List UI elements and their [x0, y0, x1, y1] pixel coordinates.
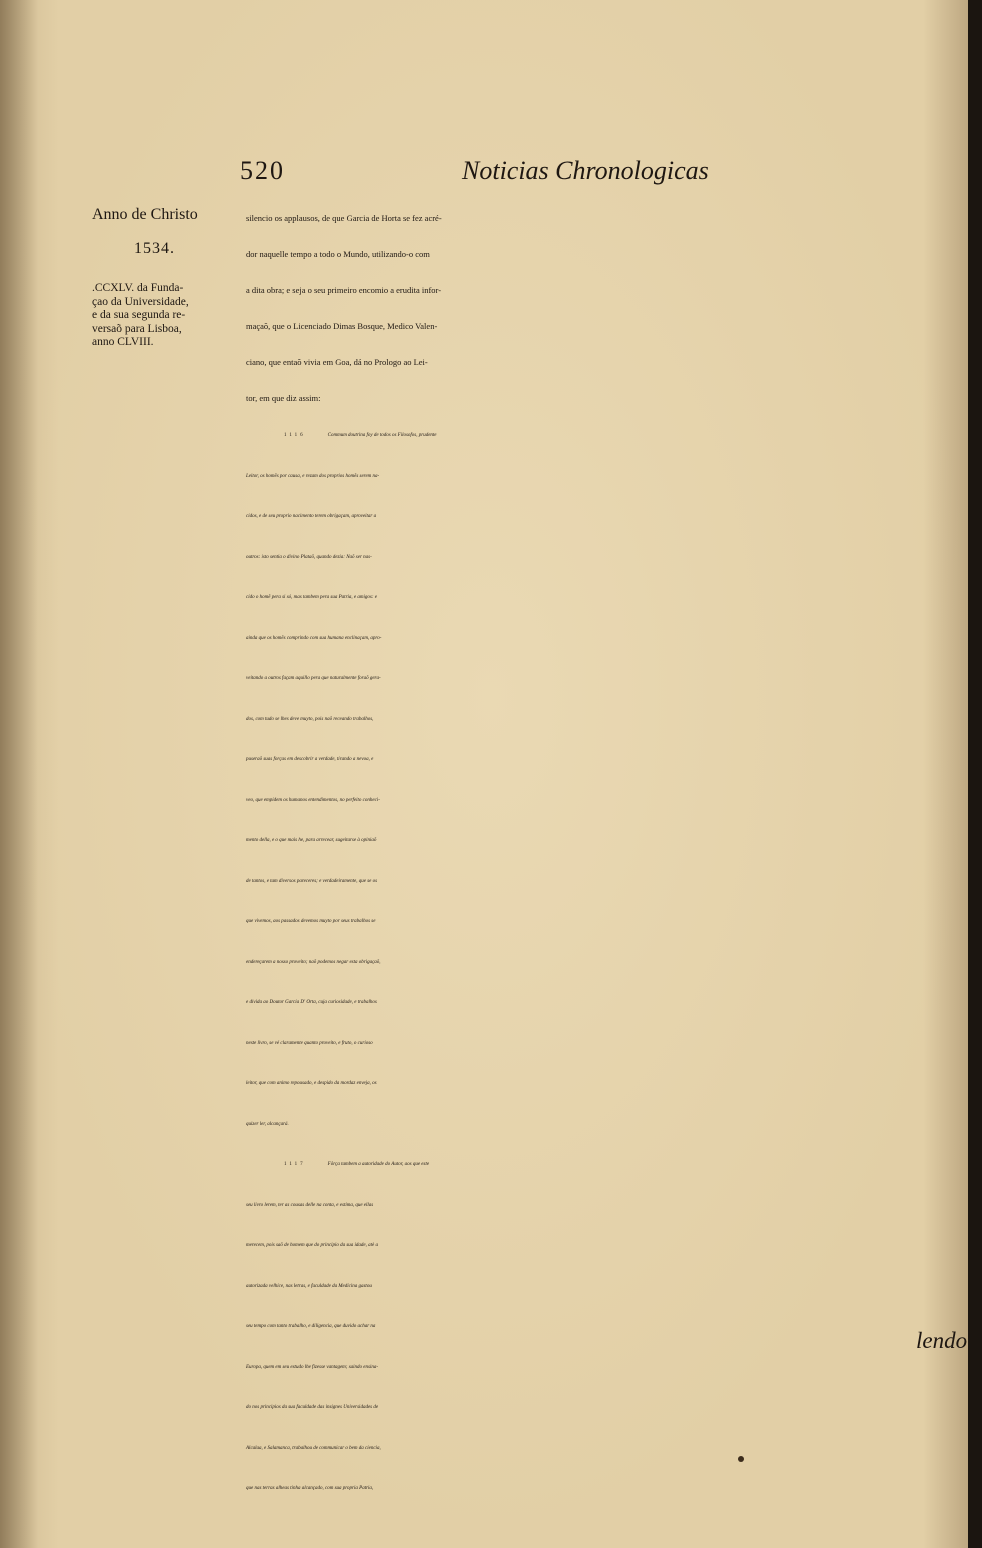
text-line: cidos, e de seu proprio nacimento terem obrigaçam, aproveitar a	[246, 514, 377, 519]
ink-speck	[738, 1456, 744, 1462]
body-text	[246, 200, 966, 1510]
text-line: a dita obra; e seja o seu primeiro encomio a erudita infor-	[246, 285, 442, 295]
page-edge	[968, 0, 982, 1548]
page-number: 520	[240, 156, 285, 185]
text-line: autorizada velhice, nas letras, e faculdade da Medicina gastou	[246, 1283, 372, 1289]
text-line: Fôrça tambem a autoridade do Autor, aos que este	[327, 1162, 430, 1167]
paragraph-1117-first-line	[246, 1145, 966, 1186]
paragraph-number: 1117	[284, 1162, 306, 1167]
text-line: silencio os applausos, de que Garcia de Horta se fez acré-	[246, 213, 442, 223]
page-header	[240, 150, 720, 190]
margin-note-line: çao da Universidade,	[92, 295, 189, 308]
text-line: endereçarem a nosso proveito; naõ podemos negar esta obrigaçaõ,	[246, 959, 381, 965]
text-line: maçaõ, que o Licenciado Dimas Bosque, Medico Valen-	[246, 321, 438, 331]
running-title: Noticias Chronologicas	[462, 156, 709, 185]
text-line: seu livro lerem, ter as cousas delle na conta, e estima, que ellas	[246, 1202, 374, 1208]
text-line: do nos principios da sua faculdade das insignes Universidades de	[246, 1405, 379, 1410]
text-line: de tantos, e tam diversos pareceres; e verdadeiramente, que se os	[246, 878, 378, 884]
text-line: que nas terras alheas tinha alcançado, com sua propria Patria,	[246, 1486, 374, 1491]
text-line: dos, com tudo se lhes deve muyto, pois naõ receando trabalhos,	[246, 716, 374, 722]
text-line: merecem, pois saõ de homem que do principio da sua idade, atè a	[246, 1243, 379, 1248]
margin-note-line: .CCXLV. da Funda-	[92, 282, 184, 294]
text-line: veo, que empidem os humanos entendimentos, no perfeito conheci-	[246, 797, 380, 803]
text-line: que vivemos, aos passados devemos muyto por seus trabalhos se	[246, 919, 376, 924]
text-line: ciano, que entaõ vivia em Goa, dá no Prologo ao Lei-	[246, 357, 428, 367]
text-line: ainda que os homẽs comprindo com sua humana enclinaçam, apro-	[246, 635, 382, 641]
text-line: e divida ao Doutor Garcia D' Orta, cuja curiosidade, e trabalhos	[246, 1000, 377, 1005]
margin-notes	[92, 206, 242, 350]
text-line: seu tempo com tanto trabalho, e diligencia, que duvido achar na	[246, 1324, 376, 1329]
text-line: cido o homẽ pera si só, mas tambem pera sua Patria, e amigos: e	[246, 595, 377, 600]
margin-note-line: versaõ para Lisboa,	[92, 322, 182, 335]
text-line: neste livro, se vé claramente quanto proveito, e fruto, o curioso	[246, 1040, 373, 1046]
margin-note-line: anno CLVIII.	[92, 336, 154, 348]
text-line: veitando a outros façam aquillo pera que naturalmente foraõ gera-	[246, 676, 381, 681]
gutter-shadow	[0, 0, 38, 1548]
text-line: mento della, e o que mais he, para arrecear, sugeitarse à opiniaõ	[246, 838, 377, 843]
text-line: Europa, quem em seu estudo lhe fizesse vantagem; saindo ensina-	[246, 1364, 379, 1370]
catchword: lendo	[916, 1328, 968, 1353]
margin-note	[92, 282, 242, 350]
text-line: tor, em que diz assim:	[246, 393, 321, 403]
text-line: Leitor, os homẽs por causa, e rezam dos proprios homẽs serem na-	[246, 473, 380, 479]
text-line: leitor, que com animo repousado, e despido da mordaz enveja, os	[246, 1081, 377, 1086]
paragraph-number: 1116	[284, 433, 306, 438]
margin-note-line: e da sua segunda re-	[92, 309, 186, 321]
text-line: dor naquelle tempo a todo o Mundo, utilizando-o com	[246, 249, 430, 259]
margin-year: 1534.	[134, 240, 175, 257]
text-line: outros: isto sentia o divino Plataõ, quando dezia: Naõ ser nas-	[246, 554, 372, 560]
text-line: quizer ler, alcançará.	[246, 1121, 289, 1127]
margin-year-label: Anno de Christo	[92, 206, 198, 223]
text-line: Alcalaa, e Salamanca, trabalhou de communicar o bem da ciencia,	[246, 1445, 381, 1451]
text-line: Commum doutrina foy de todos os Filosofos, prudente	[327, 433, 437, 438]
text-line: puseraõ suas forças em descobrir a verdade, tirando a nevoa, e	[246, 757, 374, 762]
paragraph-1116-first-line	[246, 416, 966, 457]
